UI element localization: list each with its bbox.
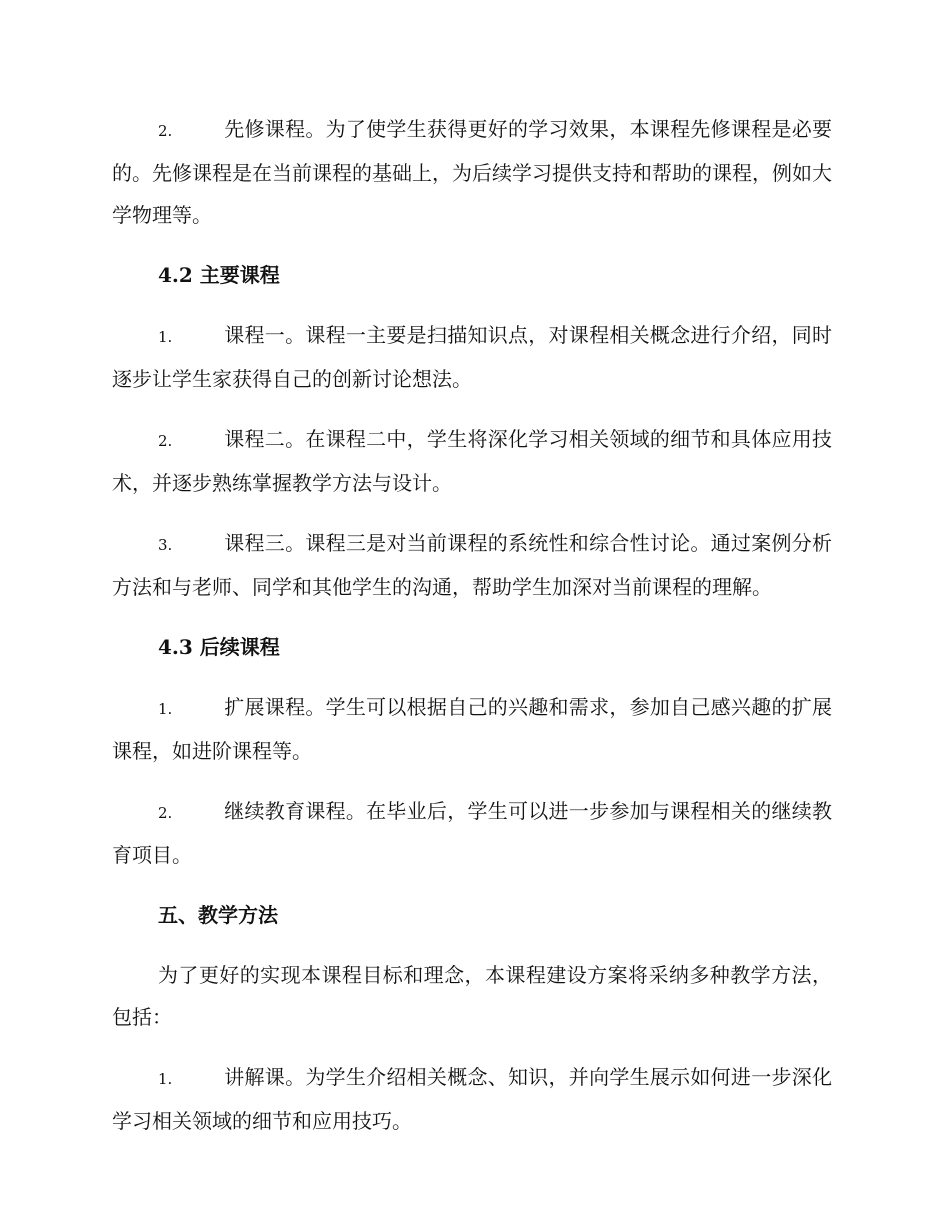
list-item: [112, 790, 832, 876]
list-text: 继续教育课程。在毕业后，学生可以进一步参加与课程相关的继续教育项目。: [112, 799, 832, 867]
list-text: 课程二。在课程二中，学生将深化学习相关领域的细节和具体应用技术，并逐步熟练掌握教学方法与设计。: [112, 427, 832, 495]
intro-paragraph: 为了更好的实现本课程目标和理念，本课程建设方案将采纳多种教学方法，包括：: [112, 963, 832, 1029]
list-item: [112, 686, 832, 772]
list-text: 先修课程。为了使学生获得更好的学习效果，本课程先修课程是必要的。先修课程是在当前课程的基础上，为后续学习提供支持和帮助的课程，例如大学物理等。: [112, 117, 832, 227]
list-number: 3.: [158, 536, 173, 554]
section-heading-teaching-methods: 五、教学方法: [158, 903, 278, 927]
list-number: 1.: [158, 700, 173, 718]
list-item: [112, 522, 832, 608]
list-number: 1.: [158, 1070, 173, 1088]
list-text: 课程一。课程一主要是扫描知识点，对课程相关概念进行介绍，同时逐步让学生家获得自己的创新讨论想法。: [112, 323, 832, 391]
list-text: 课程三。课程三是对当前课程的系统性和综合性讨论。通过案例分析方法和与老师、同学和其他学生的沟通，帮助学生加深对当前课程的理解。: [112, 531, 832, 599]
list-item: [112, 108, 832, 236]
list-number: 2.: [158, 432, 173, 450]
list-text: 扩展课程。学生可以根据自己的兴趣和需求，参加自己感兴趣的扩展课程，如进阶课程等。: [112, 695, 832, 763]
list-number: 2.: [158, 122, 173, 140]
list-number: 1.: [158, 328, 173, 346]
list-item: [112, 314, 832, 400]
section-heading-main-courses: 4.2 主要课程: [158, 263, 280, 287]
list-item: [112, 1056, 832, 1142]
list-number: 2.: [158, 804, 173, 822]
list-text: 讲解课。为学生介绍相关概念、知识，并向学生展示如何进一步深化学习相关领域的细节和应用技巧。: [112, 1065, 832, 1133]
list-item: [112, 418, 832, 504]
section-heading-follow-courses: 4.3 后续课程: [158, 635, 280, 659]
document-body: [112, 108, 832, 1160]
